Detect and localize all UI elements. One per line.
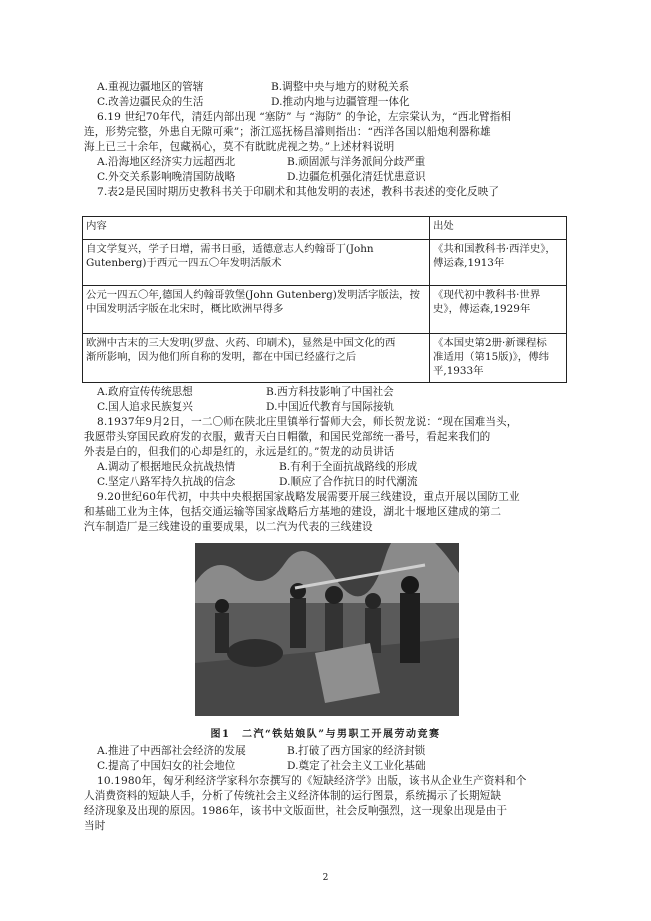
q5-option-b[interactable]: B.调整中央与地方的财税关系 bbox=[271, 81, 410, 93]
q9-stem-line: 汽车制造厂是三线建设的重要成果，以二汽为代表的三线建设 bbox=[84, 521, 373, 533]
q7-option-c[interactable]: C.国人追求民族复兴 bbox=[97, 401, 193, 413]
table-header-content: 内容 bbox=[83, 217, 430, 240]
labor-competition-photo bbox=[195, 543, 459, 716]
q7-option-b[interactable]: B.西方科技影响了中国社会 bbox=[266, 386, 394, 398]
q8-option-c[interactable]: C.坚定八路军持久抗战的信念 bbox=[97, 476, 236, 488]
table-cell-source bbox=[430, 286, 567, 334]
q8-stem-line: 我愿带头穿国民政府发的衣服，戴青天白日帽徽，和国民党部统一番号，看起来我们的 bbox=[84, 431, 491, 443]
cell-line: 渐所影响，因为他们所自称的发明，都在中国已经盛行之后 bbox=[86, 351, 357, 363]
q6-option-b[interactable]: B.顽固派与洋务派间分歧严重 bbox=[287, 156, 426, 168]
q9-option-a[interactable]: A.推进了中西部社会经济的发展 bbox=[97, 745, 246, 757]
q7-stem: 7.表2是民国时期历史教科书关于印刷术和其他发明的表述，教科书表述的变化反映了 bbox=[97, 186, 500, 198]
q8-option-a[interactable]: A.调动了根据地民众抗战热情 bbox=[97, 461, 236, 473]
cell-line: 准适用（第15版)》，傅纬 bbox=[433, 351, 549, 363]
q9-option-c[interactable]: C.提高了中国妇女的社会地位 bbox=[97, 760, 236, 772]
q5-option-a[interactable]: A.重视边疆地区的管辖 bbox=[97, 81, 204, 93]
q6-option-a[interactable]: A.沿海地区经济实力远超西北 bbox=[97, 156, 236, 168]
q6-option-d[interactable]: D.边疆危机强化清廷忧患意识 bbox=[287, 171, 426, 183]
table-cell-source bbox=[430, 240, 567, 286]
cell-line: 自文学复兴，学子日增，需书日亟，适德意志人约翰哥丁(John bbox=[86, 243, 374, 255]
q9-stem-line: 和基础工业为主体，包括交通运输等国家战略后方基地的建设，湖北十堰地区建成的第二 bbox=[84, 506, 502, 518]
cell-line: 公元一四五〇年,德国人约翰哥敦堡(John Gutenberg)发明活字版法，按 bbox=[86, 289, 420, 301]
q10-stem-line: 人消费资料的短缺人手，分析了传统社会主义经济体制的运行图景，系统揭示了长期短缺 bbox=[84, 790, 502, 802]
page-number: 2 bbox=[322, 873, 329, 883]
cell-line: Gutenberg)于西元一四五〇年发明活版术 bbox=[86, 257, 282, 269]
table-cell-source bbox=[430, 334, 567, 383]
table-header-row bbox=[83, 217, 567, 240]
q8-option-d[interactable]: D.顺应了合作抗日的时代潮流 bbox=[279, 476, 418, 488]
photo-caption: 图1 二汽“铁姑娘队”与男职工开展劳动竞赛 bbox=[210, 729, 441, 740]
q9-stem-line: 9.20世纪60年代初，中共中央根据国家战略发展需要开展三线建设，重点开展以国防工业 bbox=[97, 491, 520, 503]
table-row bbox=[83, 334, 567, 383]
table-header-source: 出处 bbox=[430, 217, 567, 240]
q5-option-c[interactable]: C.改善边疆民众的生活 bbox=[97, 96, 204, 108]
cell-line: 《现代初中教科书·世界 bbox=[433, 289, 541, 301]
q5-option-d[interactable]: D.推动内地与边疆管理一体化 bbox=[271, 96, 410, 108]
q7-table bbox=[82, 216, 567, 383]
q10-stem-line: 当时 bbox=[84, 820, 106, 832]
q10-stem-line: 10.1980年，匈牙利经济学家科尔奈撰写的《短缺经济学》出版，该书从企业生产资料和个 bbox=[97, 775, 527, 787]
table-cell-content bbox=[83, 334, 430, 383]
cell-line: 史》，傅运森,1929年 bbox=[433, 303, 531, 315]
cell-line: 欧洲中古末的三大发明(罗盘、火药、印刷术)，显然是中国文化的西 bbox=[86, 337, 396, 349]
table-row bbox=[83, 240, 567, 286]
q8-option-b[interactable]: B.有利于全面抗战路线的形成 bbox=[279, 461, 418, 473]
q7-option-d[interactable]: D.中国近代教育与国际接轨 bbox=[266, 401, 395, 413]
cell-line: 《本国史第2册·新课程标 bbox=[433, 337, 547, 349]
q6-stem-line: 海上已三十余年，包藏祸心，莫不有眈眈虎视之势。”上述材料说明 bbox=[84, 141, 395, 153]
q10-stem-line: 经济现象及出现的原因。1986年，该书中文版面世，社会反响强烈，这一现象出现是由于 bbox=[84, 805, 508, 817]
q9-option-b[interactable]: B.打破了西方国家的经济封锁 bbox=[287, 745, 426, 757]
cell-line: 傅运森,1913年 bbox=[433, 257, 505, 269]
q6-option-c[interactable]: C.外交关系影响晚清国防战略 bbox=[97, 171, 236, 183]
table-cell-content bbox=[83, 240, 430, 286]
q6-stem-line: 6.19 世纪70年代，清廷内部出现 “塞防” 与 “海防” 的争论，左宗棠认为，“西北臂指相 bbox=[97, 111, 512, 123]
q7-option-a[interactable]: A.政府宣传传统思想 bbox=[97, 386, 193, 398]
q8-stem-line: 外表是白的，但我们的心却是红的，永远是红的。”贺龙的动员讲话 bbox=[84, 446, 395, 458]
table-row bbox=[83, 286, 567, 334]
q8-stem-line: 8.1937年9月2日，一二〇师在陕北庄里镇举行誓师大会，师长贺龙说：“现在国难当头， bbox=[97, 416, 518, 428]
q9-option-d[interactable]: D.奠定了社会主义工业化基础 bbox=[287, 760, 426, 772]
q6-stem-line: 连，形势完整，外患自无隙可乘”；浙江巡抚杨昌濬则指出：“西洋各国以船炮利器称雄 bbox=[84, 126, 491, 138]
cell-line: 中国发明活字版在北宋时，概比欧洲早得多 bbox=[86, 303, 284, 315]
photo-illustration bbox=[195, 543, 459, 716]
cell-line: 平,1933年 bbox=[433, 365, 484, 377]
cell-line: 《共和国教科书·西洋史》， bbox=[433, 243, 556, 255]
table-cell-content bbox=[83, 286, 430, 334]
